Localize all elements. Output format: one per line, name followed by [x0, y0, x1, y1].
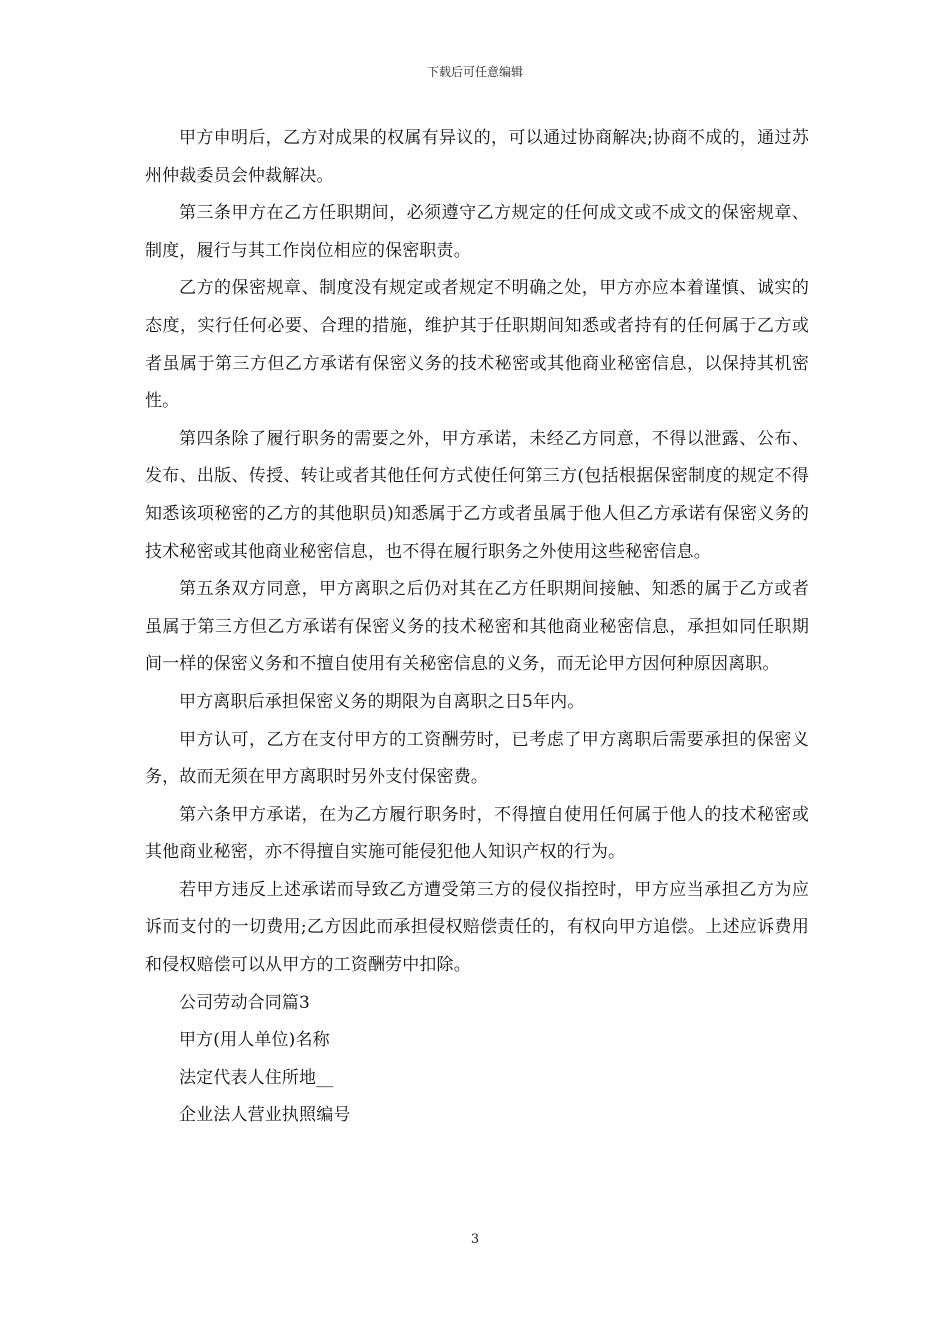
paragraph: 第四条除了履行职务的需要之外，甲方承诺，未经乙方同意，不得以泄露、公布、发布、出版、传授、转让或者其他任何方式使任何第三方(包括根据保密制度的规定不得知悉该项秘密的乙方的其他职员)知悉属于乙方或者虽属于他人但乙方承诺有保密义务的技术秘密或其他商业秘密信息，也不得在履行职务之外使用这些秘密信息。 [145, 428, 809, 562]
paragraph: 甲方申明后，乙方对成果的权属有异议的，可以通过协商解决;协商不成的，通过苏州仲裁委员会仲裁解决。 [145, 128, 809, 186]
paragraph: 第三条甲方在乙方任职期间，必须遵守乙方规定的任何成文或不成文的保密规章、制度，履行与其工作岗位相应的保密职责。 [145, 203, 809, 261]
paragraph: 甲方认可，乙方在支付甲方的工资酬劳时，已考虑了甲方离职后需要承担的保密义务，故而无须在甲方离职时另外支付保密费。 [145, 729, 809, 788]
paragraph: 甲方离职后承担保密义务的期限为自离职之日5年内。 [179, 691, 585, 712]
paragraph: 第六条甲方承诺，在为乙方履行职务时，不得擅自使用任何属于他人的技术秘密或其他商业秘密，亦不得擅自实施可能侵犯他人知识产权的行为。 [145, 804, 809, 863]
form-line-employer-name: 甲方(用人单位)名称 [179, 1030, 330, 1051]
section-title: 公司劳动合同篇3 [179, 992, 311, 1013]
paragraph: 乙方的保密规章、制度没有规定或者规定不明确之处，甲方亦应本着谨慎、诚实的态度，实行任何必要、合理的措施，维护其于任职期间知悉或者持有的任何属于乙方或者虽属于第三方但乙方承诺有保密义务的技术秘密或其他商业秘密信息，以保持其机密性。 [145, 278, 809, 412]
paragraph: 若甲方违反上述承诺而导致乙方遭受第三方的侵仪指控时，甲方应当承担乙方为应诉而支付的一切费用;乙方因此而承担侵权赔偿责任的，有权向甲方追偿。上述应诉费用和侵权赔偿可以从甲方的工资酬劳中扣除。 [145, 879, 809, 976]
header-note: 下载后可任意编辑 [426, 65, 523, 79]
document-body [145, 120, 809, 1135]
form-line-legal-representative: 法定代表人住所地__ [179, 1067, 334, 1088]
page-number: 3 [470, 1232, 480, 1247]
form-line-business-license: 企业法人营业执照编号 [179, 1105, 351, 1126]
paragraph: 第五条双方同意，甲方离职之后仍对其在乙方任职期间接触、知悉的属于乙方或者虽属于第三方但乙方承诺有保密义务的技术秘密和其他商业秘密信息，承担如同任职期间一样的保密义务和不擅自使用有关秘密信息的义务，而无论甲方因何种原因离职。 [145, 579, 809, 675]
